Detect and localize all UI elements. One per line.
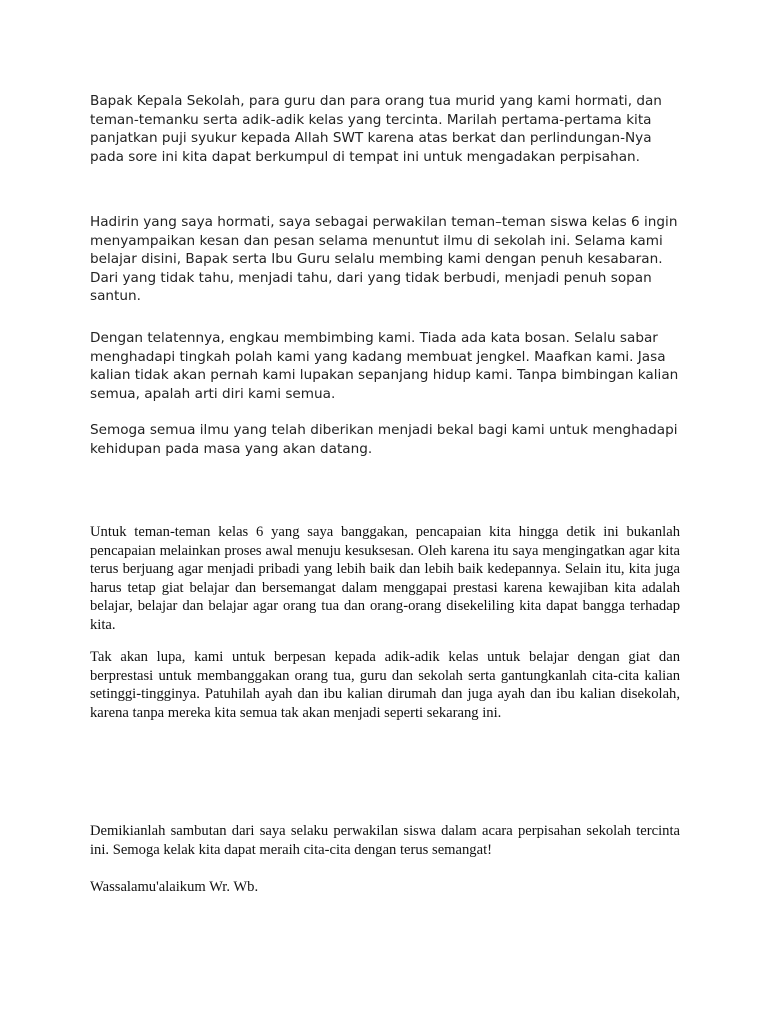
paragraph-message-juniors: Tak akan lupa, kami untuk berpesan kepada adik-adik kelas untuk belajar dengan giat dan berprestasi untuk membanggakan orang tua, guru dan sekolah serta gantungkanlah cita-cita kalian setinggi-tingginya. Patuhilah ayah dan ibu kalian dirumah dan juga ayah dan ibu kalian disekolah, karena tanpa mereka kita semua tak akan menjadi seperti sekarang ini. [90,649,680,721]
paragraph-gratitude-teachers: Dengan telatennya, engkau membimbing kami. Tiada ada kata bosan. Selalu sabar menghadapi tingkah polah kami yang kadang membuat jengkel. Maafkan kami. Jasa kalian tidak akan pernah kami lupakan sepanjang hidup kami. Tanpa bimbingan kalian semua, apalah arti diri kami semua. [90,330,679,402]
paragraph-message-classmates: Untuk teman-teman kelas 6 yang saya banggakan, pencapaian kita hingga detik ini bukanlah pencapaian melainkan proses awal menuju kesuksesan. Oleh karena itu saya mengingatkan agar kita terus berjuang agar menjadi pribadi yang lebih baik dan lebih baik kedepannya. Selain itu, kita juga harus tetap giat belajar dan bersemangat dalam menggapai prestasi karena kewajiban kita adalah belajar, belajar dan belajar agar orang tua dan orang-orang disekeliling kita dapat bangga terhadap kita. [90,524,680,633]
paragraph-farewell-salutation: Wassalamu'alaikum Wr. Wb. [90,879,259,895]
paragraph-closing: Demikianlah sambutan dari saya selaku perwakilan siswa dalam acara perpisahan sekolah tercinta ini. Semoga kelak kita dapat meraih cita-cita dengan terus semangat! [90,823,680,858]
paragraph-audience-address: Hadirin yang saya hormati, saya sebagai perwakilan teman–teman siswa kelas 6 ingin menyampaikan kesan dan pesan selama menuntut ilmu di sekolah ini. Selama kami belajar disini, Bapak serta Ibu Guru selalu membing kami dengan penuh kesabaran. Dari yang tidak tahu, menjadi tahu, dari yang tidak berbudi, menjadi penuh sopan santun. [90,214,678,304]
paragraph-opening-greeting: Bapak Kepala Sekolah, para guru dan para orang tua murid yang kami hormati, dan teman-temanku serta adik-adik kelas yang tercinta. Marilah pertama-pertama kita panjatkan puji syukur kepada Allah SWT karena atas berkat dan perlindungan-Nya pada sore ini kita dapat berkumpul di tempat ini untuk mengadakan perpisahan. [90,93,662,165]
paragraph-hope: Semoga semua ilmu yang telah diberikan menjadi bekal bagi kami untuk menghadapi kehidupan pada masa yang akan datang. [90,422,678,457]
